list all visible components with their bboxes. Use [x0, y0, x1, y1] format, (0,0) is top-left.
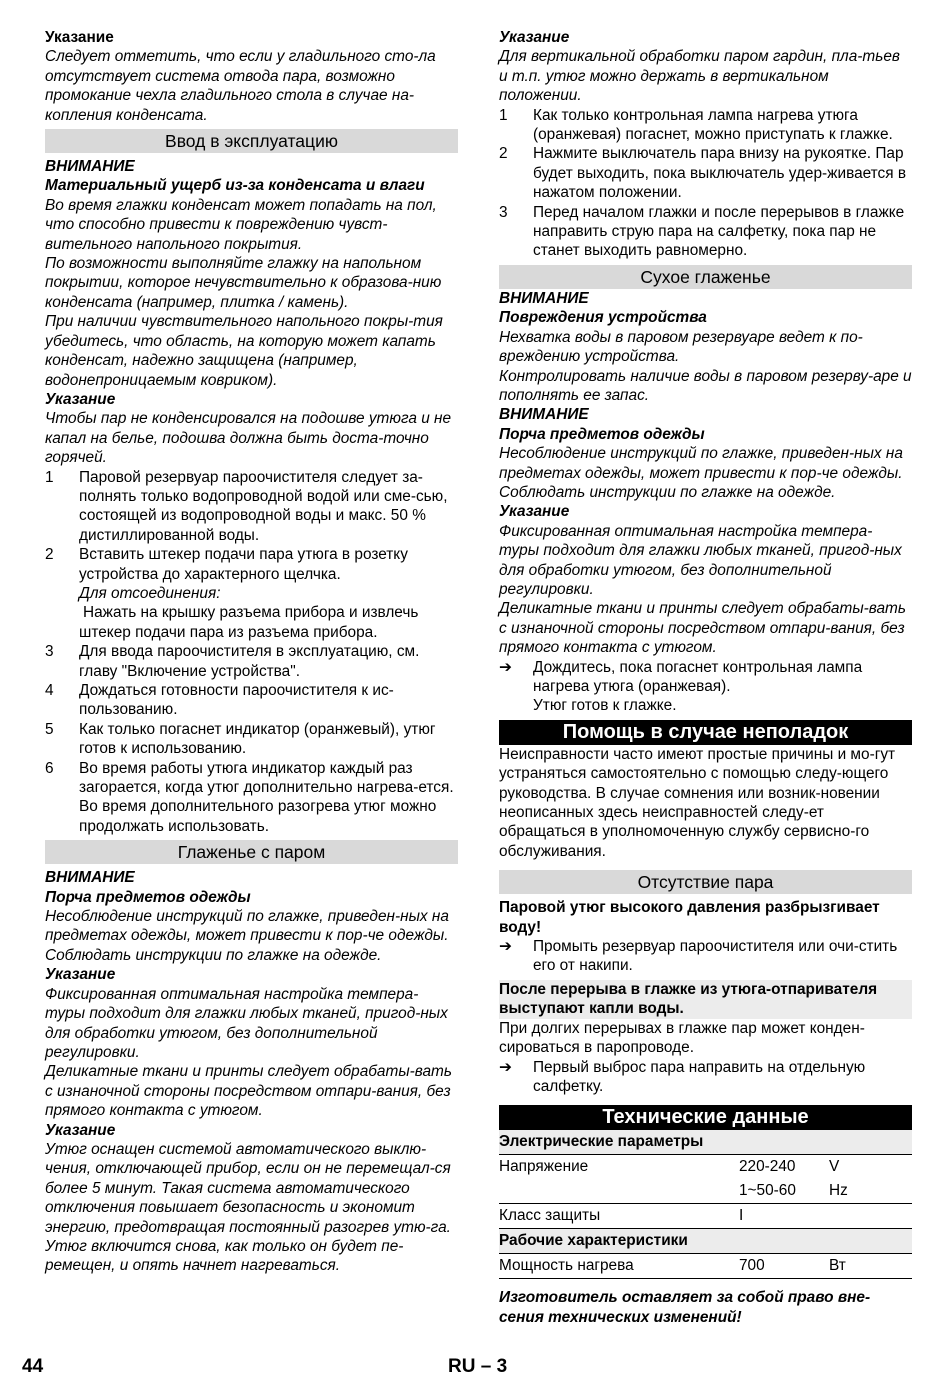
left-column [45, 28, 458, 1276]
arrow-result: Утюг готов к глажке. [533, 697, 677, 715]
section-heading-commissioning: Ввод в эксплуатацию [45, 129, 458, 153]
warning-label: ВНИМАНИЕ [45, 158, 135, 176]
list-item [45, 759, 458, 837]
arrow-icon: ➔ [499, 658, 512, 676]
note-title: Указание [45, 29, 114, 46]
table-cell-unit [829, 1204, 912, 1229]
warning-text: Контролировать наличие воды в паровом резерву-аре и пополнять ее запас. [499, 367, 912, 404]
note-text: Следует отметить, что если у гладильного сто-ла отсутствует система отвода пара, возможно промокание чехла гладильного стола в случае на-копления конденсата. [45, 48, 436, 124]
warning-text: Соблюдать инструкции по глажке на одежде. [499, 483, 836, 501]
table-cell-unit: V [829, 1158, 840, 1176]
step-text: Перед началом глажки и после перерывов в глажке направить струю пара на салфетку, пока пар не станет выходить равномерно. [533, 203, 905, 260]
step-number: 3 [499, 203, 508, 221]
warning-label: ВНИМАНИЕ [499, 289, 589, 307]
step-number: 1 [499, 106, 508, 124]
section-heading-dry-ironing: Сухое глаженье [499, 265, 912, 289]
table-group-header: Рабочие характеристики [499, 1229, 912, 1254]
table-cell-unit: Вт [829, 1254, 912, 1279]
step-text: Вставить штекер подачи пара утюга в розетку устройства до характерного щелчка. [79, 546, 408, 583]
warning-label: ВНИМАНИЕ [45, 869, 135, 887]
arrow-text: Промыть резервуар пароочистителя или очи-стить его от накипи. [533, 938, 898, 975]
note-text: Утюг оснащен системой автоматического выклю-чения, отключающей прибор, если он не перемещал-ся более 5 минут. Такая система автоматического отключения повышает безопасность и экономит энергию, предотвращая постоянный разогрев утю-га. Утюг включится снова, как только он будет пе-ремещен, и опять начнет нагреваться. [45, 1140, 451, 1275]
warning-text: Несоблюдение инструкций по глажке, приведен-ных на предметах одежды, может привести к пор-че одежды. [499, 445, 903, 482]
list-item [499, 106, 912, 145]
list-item [45, 681, 458, 720]
table-row [499, 1130, 912, 1155]
note-title: Указание [45, 1121, 116, 1139]
table-cell-label [499, 1179, 739, 1204]
note-text: Деликатные ткани и принты следует обрабаты-вать с изнаночной стороны посредством отпари-вания, без прямого контакта с утюгом. [499, 600, 906, 657]
warning-subtitle: Материальный ущерб из-за конденсата и влаги [45, 177, 425, 195]
table-group-header: Электрические параметры [499, 1130, 912, 1155]
table-cell-unit: Hz [829, 1179, 912, 1204]
note-title: Указание [499, 503, 570, 521]
step-number: 4 [45, 682, 54, 699]
step-number: 5 [45, 720, 54, 738]
note-text: Фиксированная оптимальная настройка темпера-туры подходит для глажки любых тканей, пригод-ных для обработки утюгом, без дополнительной регулировки. [45, 985, 448, 1061]
arrow-icon: ➔ [499, 1058, 512, 1076]
note-text: Чтобы пар не конденсировался на подошве утюга и не капал на белье, подошва должна быть доста-точно горячей. [45, 410, 452, 467]
table-cell-value: 220-240 [739, 1158, 796, 1176]
list-item [45, 545, 458, 642]
list-item [499, 144, 912, 202]
warning-text: По возможности выполняйте глажку на напольном покрытии, которое нечувствительно к образова-нию конденсата (например, плитка / камень). [45, 255, 442, 311]
warning-text: Соблюдать инструкции по глажке на одежде. [45, 946, 382, 964]
troubleshooting-intro: Неисправности часто имеют простые причины и мо-гут устраняться самостоятельно с помощью следу-ющего руководства. В случае сомнения или возник-новении неописанных здесь неисправностей следу-ет обращаться в уполномоченную службу сервисно-го обслуживания. [499, 745, 896, 860]
arrow-text: Дождитесь, пока погаснет контрольная лампа нагрева утюга (оранжевая). [533, 658, 863, 695]
warning-text: При наличии чувствительного напольного покры-тия убедитесь, что область, на которую может капать конденсат, надежно защищена (например, водонепроницаемым ковриком). [45, 313, 443, 389]
table-cell-value: I [739, 1204, 829, 1229]
step-text: Во время работы утюга индикатор каждый раз загорается, когда утюг дополнительно нагрева-ется. Во время дополнительного разогрева утюг можно продолжать использовать. [79, 759, 454, 835]
problem-title: Паровой утюг высокого давления разбрызгивает воду! [499, 899, 880, 936]
list-item [499, 658, 912, 716]
table-cell-label: Класс защиты [499, 1204, 739, 1229]
disclaimer: Изготовитель оставляет за собой право вне-сения технических изменений! [499, 1289, 871, 1326]
arrow-icon: ➔ [499, 938, 512, 956]
step-content [79, 545, 458, 642]
warning-label: ВНИМАНИЕ [499, 406, 589, 424]
note-title: Указание [45, 966, 116, 984]
list-item [45, 468, 458, 546]
arrow-text: Первый выброс пара направить на отдельную салфетку. [533, 1058, 866, 1095]
list-item [45, 720, 458, 759]
step-text: Как только погаснет индикатор (оранжевый), утюг готов к использованию. [79, 720, 436, 758]
step-number: 2 [45, 546, 54, 564]
step-number: 2 [499, 145, 508, 163]
disconnect-label: Для отсоединения: [79, 584, 221, 602]
section-heading-no-steam: Отсутствие пара [499, 870, 912, 894]
warning-text: Несоблюдение инструкций по глажке, приведен-ных на предметах одежды, может привести к пор-че одежды. [45, 908, 449, 945]
step-text: Как только контрольная лампа нагрева утюга (оранжевая) погаснет, можно приступать к глажке. [533, 106, 893, 144]
note-text: Для вертикальной обработки паром гардин, пла-тьев и т.п. утюг можно держать в вертикальном положении. [499, 48, 900, 105]
step-text: Паровой резервуар пароочистителя следует за-полнять только водопроводной водой или сме-сью, состоящей из водопроводной воды и макс. 50 % дистиллированной воды. [79, 468, 448, 544]
table-row [499, 1254, 912, 1279]
table-row [499, 1204, 912, 1229]
list-item [45, 642, 458, 681]
note-text: Деликатные ткани и принты следует обрабаты-вать с изнаночной стороны посредством отпари-вания, без прямого контакта с утюгом. [45, 1063, 452, 1120]
table-row [499, 1179, 912, 1204]
warning-text: Нехватка воды в паровом резервуаре ведет к по-вреждению устройства. [499, 328, 863, 366]
table-cell-label: Мощность нагрева [499, 1254, 739, 1279]
step-number: 3 [45, 643, 54, 661]
note-text: Фиксированная оптимальная настройка темпера-туры подходит для глажки любых тканей, пригод-ных для обработки утюгом, без дополнительной регулировки. [499, 522, 902, 598]
warning-text: Во время глажки конденсат может попадать на пол, что способно привести к повреждению чувст-вительного напольного покрытия. [45, 196, 437, 253]
section-heading-troubleshooting: Помощь в случае неполадок [499, 720, 912, 745]
table-cell-value: 1~50-60 [739, 1179, 829, 1204]
section-heading-technical-data: Технические данные [499, 1105, 912, 1130]
list-item [499, 203, 912, 261]
problem-title: После перерыва в глажке из утюга-отпаривателя выступают капли воды. [499, 980, 912, 1019]
table-cell-label: Напряжение [499, 1158, 589, 1176]
note-title: Указание [45, 390, 116, 408]
warning-subtitle: Повреждения устройства [499, 309, 707, 327]
table-row [499, 1229, 912, 1254]
list-item [499, 937, 912, 976]
step-text: Для ввода пароочистителя в эксплуатацию, см. главу "Включение устройства". [79, 643, 420, 680]
step-text: Нажмите выключатель пара внизу на рукоятке. Пар будет выходить, пока выключатель удер-живается в нажатом положении. [533, 145, 907, 202]
warning-subtitle: Порча предметов одежды [45, 888, 251, 906]
problem-text: При долгих перерывах в глажке пар может конден-сироваться в паропроводе. [499, 1019, 865, 1057]
table-cell-value: 700 [739, 1254, 829, 1279]
table-row [499, 1155, 912, 1180]
step-number: 6 [45, 759, 54, 777]
page-code: RU – 3 [448, 1356, 508, 1377]
right-column [499, 28, 912, 1327]
list-item [499, 1058, 912, 1097]
section-heading-steam-ironing: Глаженье с паром [45, 840, 458, 864]
disconnect-text: Нажать на крышку разъема прибора и извлечь штекер подачи пара из разъема прибора. [79, 604, 419, 641]
warning-subtitle: Порча предметов одежды [499, 425, 705, 443]
step-number: 1 [45, 468, 54, 486]
technical-data-table [499, 1130, 912, 1279]
page-number: 44 [22, 1356, 44, 1377]
note-title: Указание [499, 29, 570, 46]
step-text: Дождаться готовности пароочистителя к ис-пользованию. [79, 682, 394, 719]
arrow-content [533, 658, 912, 716]
